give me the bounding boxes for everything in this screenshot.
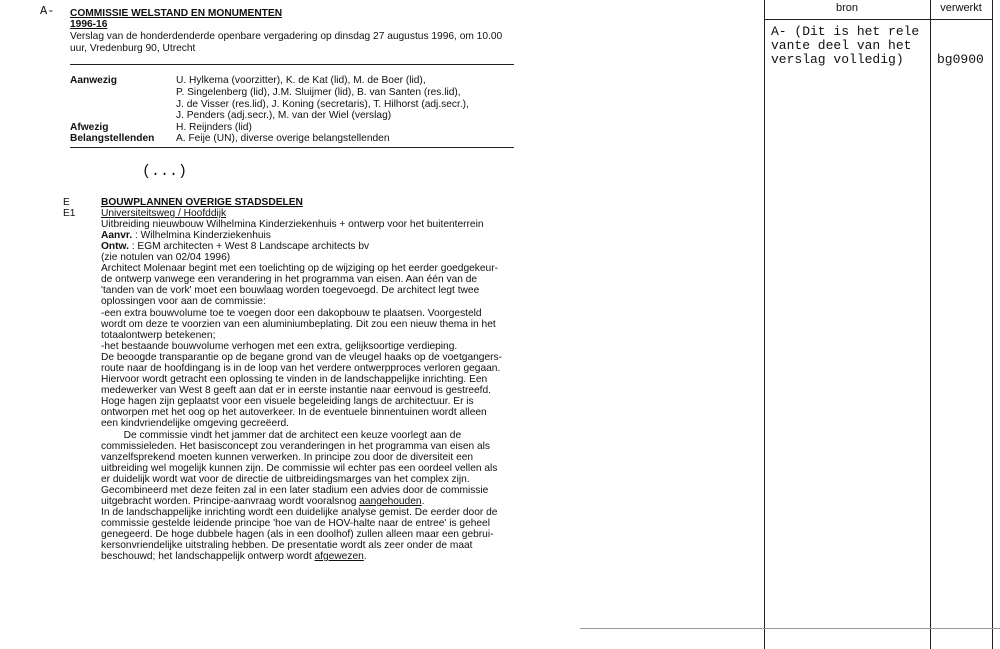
attendance-divider xyxy=(70,147,514,148)
item-code: E1 xyxy=(63,208,76,219)
header-divider xyxy=(70,64,514,65)
verdict-period: . xyxy=(421,496,425,507)
stakeholders-label: Belangstellenden xyxy=(70,133,155,144)
body-line: -het bestaande bouwvolume verhogen met een extra, gelijksoortige verdieping. xyxy=(101,341,458,352)
body-line: ontworpen met het oog op het autoverkeer. In de eventuele binnentuinen wordt alleen xyxy=(101,407,487,418)
intro-line-2: uur, Vredenburg 90, Utrecht xyxy=(70,43,196,54)
body-line: totaalontwerp betekenen; xyxy=(101,330,216,341)
processed-code: bg0900 xyxy=(937,52,984,67)
body-line: kersonvriendelijke uitstraling hebben. De presentatie wordt als zeer onder de maat xyxy=(101,540,473,551)
table-header-divider xyxy=(764,19,993,20)
body-line: route naar de hoofdingang is in de loop van het verdere ontwerpproces verloren gegaan. xyxy=(101,363,501,374)
body-line: Gecombineerd met deze feiten zal in een later stadium een advies door de commissie xyxy=(101,485,489,496)
body-line: genegeerd. De hoge dubbele hagen (als in een doolhof) zullen alleen maar een gebrui- xyxy=(101,529,494,540)
section-letter: E xyxy=(63,197,70,208)
item-description: Uitbreiding nieuwbouw Wilhelmina Kinderziekenhuis + ontwerp voor het buitenterrein xyxy=(101,219,484,230)
absent-label: Afwezig xyxy=(70,122,109,133)
absent-value: H. Reijnders (lid) xyxy=(176,122,252,133)
body-line: vanzelfsprekend moeten kunnen verwerken. In principe zou door de diversiteit een xyxy=(101,452,474,463)
body-line: In de landschappelijke inrichting wordt een duidelijke analyse gemist. De eerder door de xyxy=(101,507,498,518)
body-line-verdict xyxy=(101,496,424,508)
source-note xyxy=(771,25,919,67)
column-header-processed: verwerkt xyxy=(940,2,982,14)
body-text: uitgebracht worden. Principe-aanvraag wordt vooralsnog xyxy=(101,496,360,507)
body-line: De beoogde transparantie op de begane grond van de vleugel haaks op de voetgangers- xyxy=(101,352,503,363)
body-line: Architect Molenaar begint met een toelichting op de wijziging op het eerder goedgekeur- xyxy=(101,263,498,274)
body-line: De commissie vindt het jammer dat de architect een keuze voorlegt aan de xyxy=(101,430,462,441)
body-line-verdict xyxy=(101,551,367,563)
reference-note: (zie notulen van 02/04 1996) xyxy=(101,252,231,263)
section-title: BOUWPLANNEN OVERIGE STADSDELEN xyxy=(101,197,303,208)
meeting-number: 1996-16 xyxy=(70,19,108,30)
column-header-source: bron xyxy=(835,2,859,14)
body-line: oplossingen voor aan de commissie: xyxy=(101,296,266,307)
body-line: een kindvriendelijke omgeving gecreëerd. xyxy=(101,418,290,429)
body-line: Hoge hagen zijn geplaatst voor een visuele begeleiding langs de architectuur. Er is xyxy=(101,396,474,407)
designer-label: Ontw. xyxy=(101,241,129,252)
body-line: uitbreiding wel mogelijk kunnen zijn. De commissie wil echter pas een oordeel vellen als xyxy=(101,463,498,474)
present-line: U. Hylkema (voorzitter), K. de Kat (lid), M. de Boer (lid), xyxy=(176,75,426,86)
source-note-line: A- (Dit is het rele xyxy=(771,24,920,39)
verdict-period: . xyxy=(363,551,367,562)
body-line: medewerker van West 8 geeft aan dat er in eerste instantie naar eenvoud is gestreefd. xyxy=(101,385,491,396)
body-line: 'tanden van de vork' moet een bouwlaag worden toegevoegd. De architect legt twee xyxy=(101,285,480,296)
margin-marker: A- xyxy=(40,4,55,18)
table-column-divider xyxy=(930,0,931,649)
ellipsis: (...) xyxy=(142,163,188,180)
verdict-rejected: afgewezen xyxy=(314,551,364,562)
intro-line-1: Verslag van de honderdenderde openbare vergadering op dinsdag 27 augustus 1996, om 10.00 xyxy=(70,31,503,42)
applicant-value: : Wilhelmina Kinderziekenhuis xyxy=(135,230,271,241)
verdict-postponed: aangehouden xyxy=(359,496,422,507)
stakeholders-value: A. Feije (UN), diverse overige belangstellenden xyxy=(176,133,390,144)
source-note-line: verslag volledig) xyxy=(771,52,904,67)
body-line: wordt om deze te voorzien van een aluminiumbeplating. Dit zou een nieuw thema in het xyxy=(101,319,496,330)
table-border-left xyxy=(764,0,765,649)
applicant-label: Aanvr. xyxy=(101,230,133,241)
designer-row xyxy=(101,241,369,253)
present-line: P. Singelenberg (lid), J.M. Sluijmer (lid), B. van Santen (res.lid), xyxy=(176,87,461,98)
designer-value: : EGM architecten + West 8 Landscape architects bv xyxy=(131,241,370,252)
item-title: Universiteitsweg / Hoofddijk xyxy=(101,208,227,219)
table-border-right xyxy=(992,0,993,649)
body-line: de ontwerp vanwege een verandering in het programma van eisen. Aan één van de xyxy=(101,274,478,285)
present-line: J. de Visser (res.lid), J. Koning (secretaris), T. Hilhorst (adj.secr.), xyxy=(176,99,469,110)
body-line: commissieleden. Het basisconcept zou veranderingen in het programma van eisen als xyxy=(101,441,491,452)
body-line: -een extra bouwvolume toe te voegen door een dakopbouw te plaatsen. Voorgesteld xyxy=(101,308,482,319)
body-line: Hiervoor wordt getracht een oplossing te vinden in de landschappelijke inrichting. Een xyxy=(101,374,488,385)
body-line: er duidelijk wordt wat voor de directie de uitbreidingsmarges van het complex zijn. xyxy=(101,474,470,485)
committee-title: COMMISSIE WELSTAND EN MONUMENTEN xyxy=(70,8,283,19)
present-label: Aanwezig xyxy=(70,75,117,86)
bottom-scan-line xyxy=(580,628,1000,629)
present-line: J. Penders (adj.secr.), M. van der Wiel (verslag) xyxy=(176,110,392,121)
body-text: beschouwd; het landschappelijk ontwerp wordt xyxy=(101,551,315,562)
body-line: commissie gestelde leidende principe 'hoe van de HOV-halte naar de entree' is geheel xyxy=(101,518,490,529)
applicant-row xyxy=(101,230,271,242)
source-note-line: vante deel van het xyxy=(771,38,912,53)
